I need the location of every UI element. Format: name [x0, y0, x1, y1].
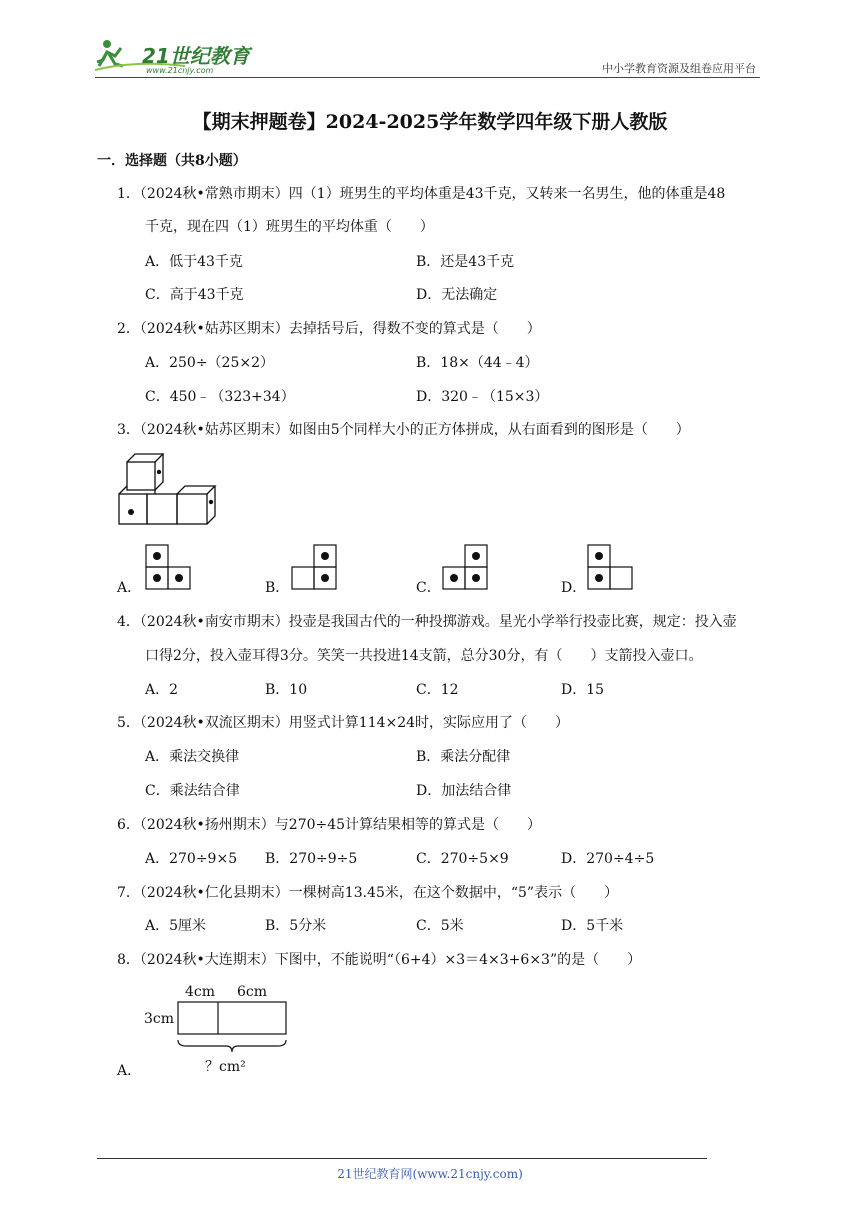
- question-7-option-d: D．5千米: [561, 918, 624, 934]
- question-5-option-d: D．加法结合律: [416, 783, 512, 799]
- question-3-option-a-figure: [145, 544, 193, 592]
- logo-url-text: www.21cnjy.com: [146, 66, 214, 75]
- question-2-option-a: A．250÷（25×2）: [145, 355, 275, 371]
- question-7-stem: 7．（2024秋•仁化县期末）一棵树高13.45米，在这个数据中，“5”表示（ ）: [117, 885, 619, 901]
- question-6-option-c: C．270÷5×9: [416, 851, 509, 867]
- header-right-text: 中小学教育资源及组卷应用平台: [602, 62, 756, 75]
- question-8-option-a-label: A．: [117, 1063, 142, 1079]
- question-1-option-b: B．还是43千克: [416, 254, 515, 270]
- question-2-option-c: C．450﹣（323+34）: [145, 389, 295, 405]
- question-4-option-d: D．15: [561, 682, 605, 698]
- figure-label-4cm: 4cm: [185, 984, 216, 1000]
- question-3-option-b-label: B．: [265, 580, 290, 596]
- question-8-stem: 8．（2024秋•大连期末）下图中，不能说明“（6+4）×3＝4×3+6×3”的是（ ）: [117, 952, 642, 968]
- question-1-option-a: A．低于43千克: [145, 254, 243, 270]
- footer-link[interactable]: 21世纪教育网(www.21cnjy.com): [337, 1167, 523, 1181]
- question-5-stem: 5．（2024秋•双流区期末）用竖式计算114×24时，实际应用了（ ）: [117, 715, 570, 731]
- question-5-option-c: C．乘法结合律: [145, 783, 240, 799]
- question-3-option-c-label: C．: [416, 580, 441, 596]
- figure-label-3cm: 3cm: [144, 1011, 175, 1027]
- figure-label-6cm: 6cm: [237, 984, 268, 1000]
- question-1-stem-line-2: 千克，现在四（1）班男生的平均体重（ ）: [145, 219, 434, 235]
- question-7-option-c: C．5米: [416, 918, 464, 934]
- question-1-stem-line-1: 1．（2024秋•常熟市期末）四（1）班男生的平均体重是43千克，又转来一名男生，他的体重是48: [117, 186, 726, 202]
- question-3-option-a-label: A．: [117, 580, 142, 596]
- question-5-option-a: A．乘法交换律: [145, 749, 240, 765]
- figure-label-area: ？cm²: [205, 1059, 246, 1075]
- question-4-stem-line-1: 4．（2024秋•南安市期末）投壶是我国古代的一种投掷游戏。星光小学举行投壶比赛，规定：投入壶: [117, 614, 737, 630]
- section-heading: 一．选择题（共8小题）: [97, 153, 247, 169]
- question-3-cube-figure: [117, 452, 227, 530]
- question-6-option-a: A．270÷9×5: [145, 851, 238, 867]
- question-6-option-b: B．270÷9÷5: [265, 851, 358, 867]
- question-1-option-d: D．无法确定: [416, 287, 498, 303]
- question-2-stem: 2．（2024秋•姑苏区期末）去掉括号后，得数不变的算式是（ ）: [117, 321, 541, 337]
- question-3-option-d-figure: [587, 544, 635, 592]
- question-4-option-a: A．2: [145, 682, 179, 698]
- question-7-option-a: A．5厘米: [145, 918, 207, 934]
- cube-stack-diagram: [117, 452, 227, 530]
- question-2-option-b: B．18×（44﹣4）: [416, 355, 539, 371]
- question-4-option-b: B．10: [265, 682, 308, 698]
- question-1-option-c: C．高于43千克: [145, 287, 244, 303]
- question-3-option-c-figure: [442, 544, 490, 592]
- question-4-stem-line-2: 口得2分，投入壶耳得3分。笑笑一共投进14支箭，总分30分，有（ ）支箭投入壶口。: [145, 648, 703, 664]
- page-title: 【期末押题卷】2024-2025学年数学四年级下册人教版: [192, 111, 668, 133]
- question-7-option-b: B．5分米: [265, 918, 327, 934]
- header-divider: [95, 77, 760, 78]
- question-6-stem: 6．（2024秋•扬州期末）与270÷45计算结果相等的算式是（ ）: [117, 817, 542, 833]
- question-2-option-d: D．320﹣（15×3）: [416, 389, 549, 405]
- question-3-option-d-label: D．: [561, 580, 587, 596]
- footer-divider: [97, 1158, 707, 1159]
- question-6-option-d: D．270÷4÷5: [561, 851, 655, 867]
- question-4-option-c: C．12: [416, 682, 459, 698]
- question-3-option-b-figure: [291, 544, 339, 592]
- question-5-option-b: B．乘法分配律: [416, 749, 511, 765]
- question-3-stem: 3．（2024秋•姑苏区期末）如图由5个同样大小的正方体拼成，从右面看到的图形是（ ）: [117, 422, 690, 438]
- logo-text: 21世纪教育: [142, 44, 250, 68]
